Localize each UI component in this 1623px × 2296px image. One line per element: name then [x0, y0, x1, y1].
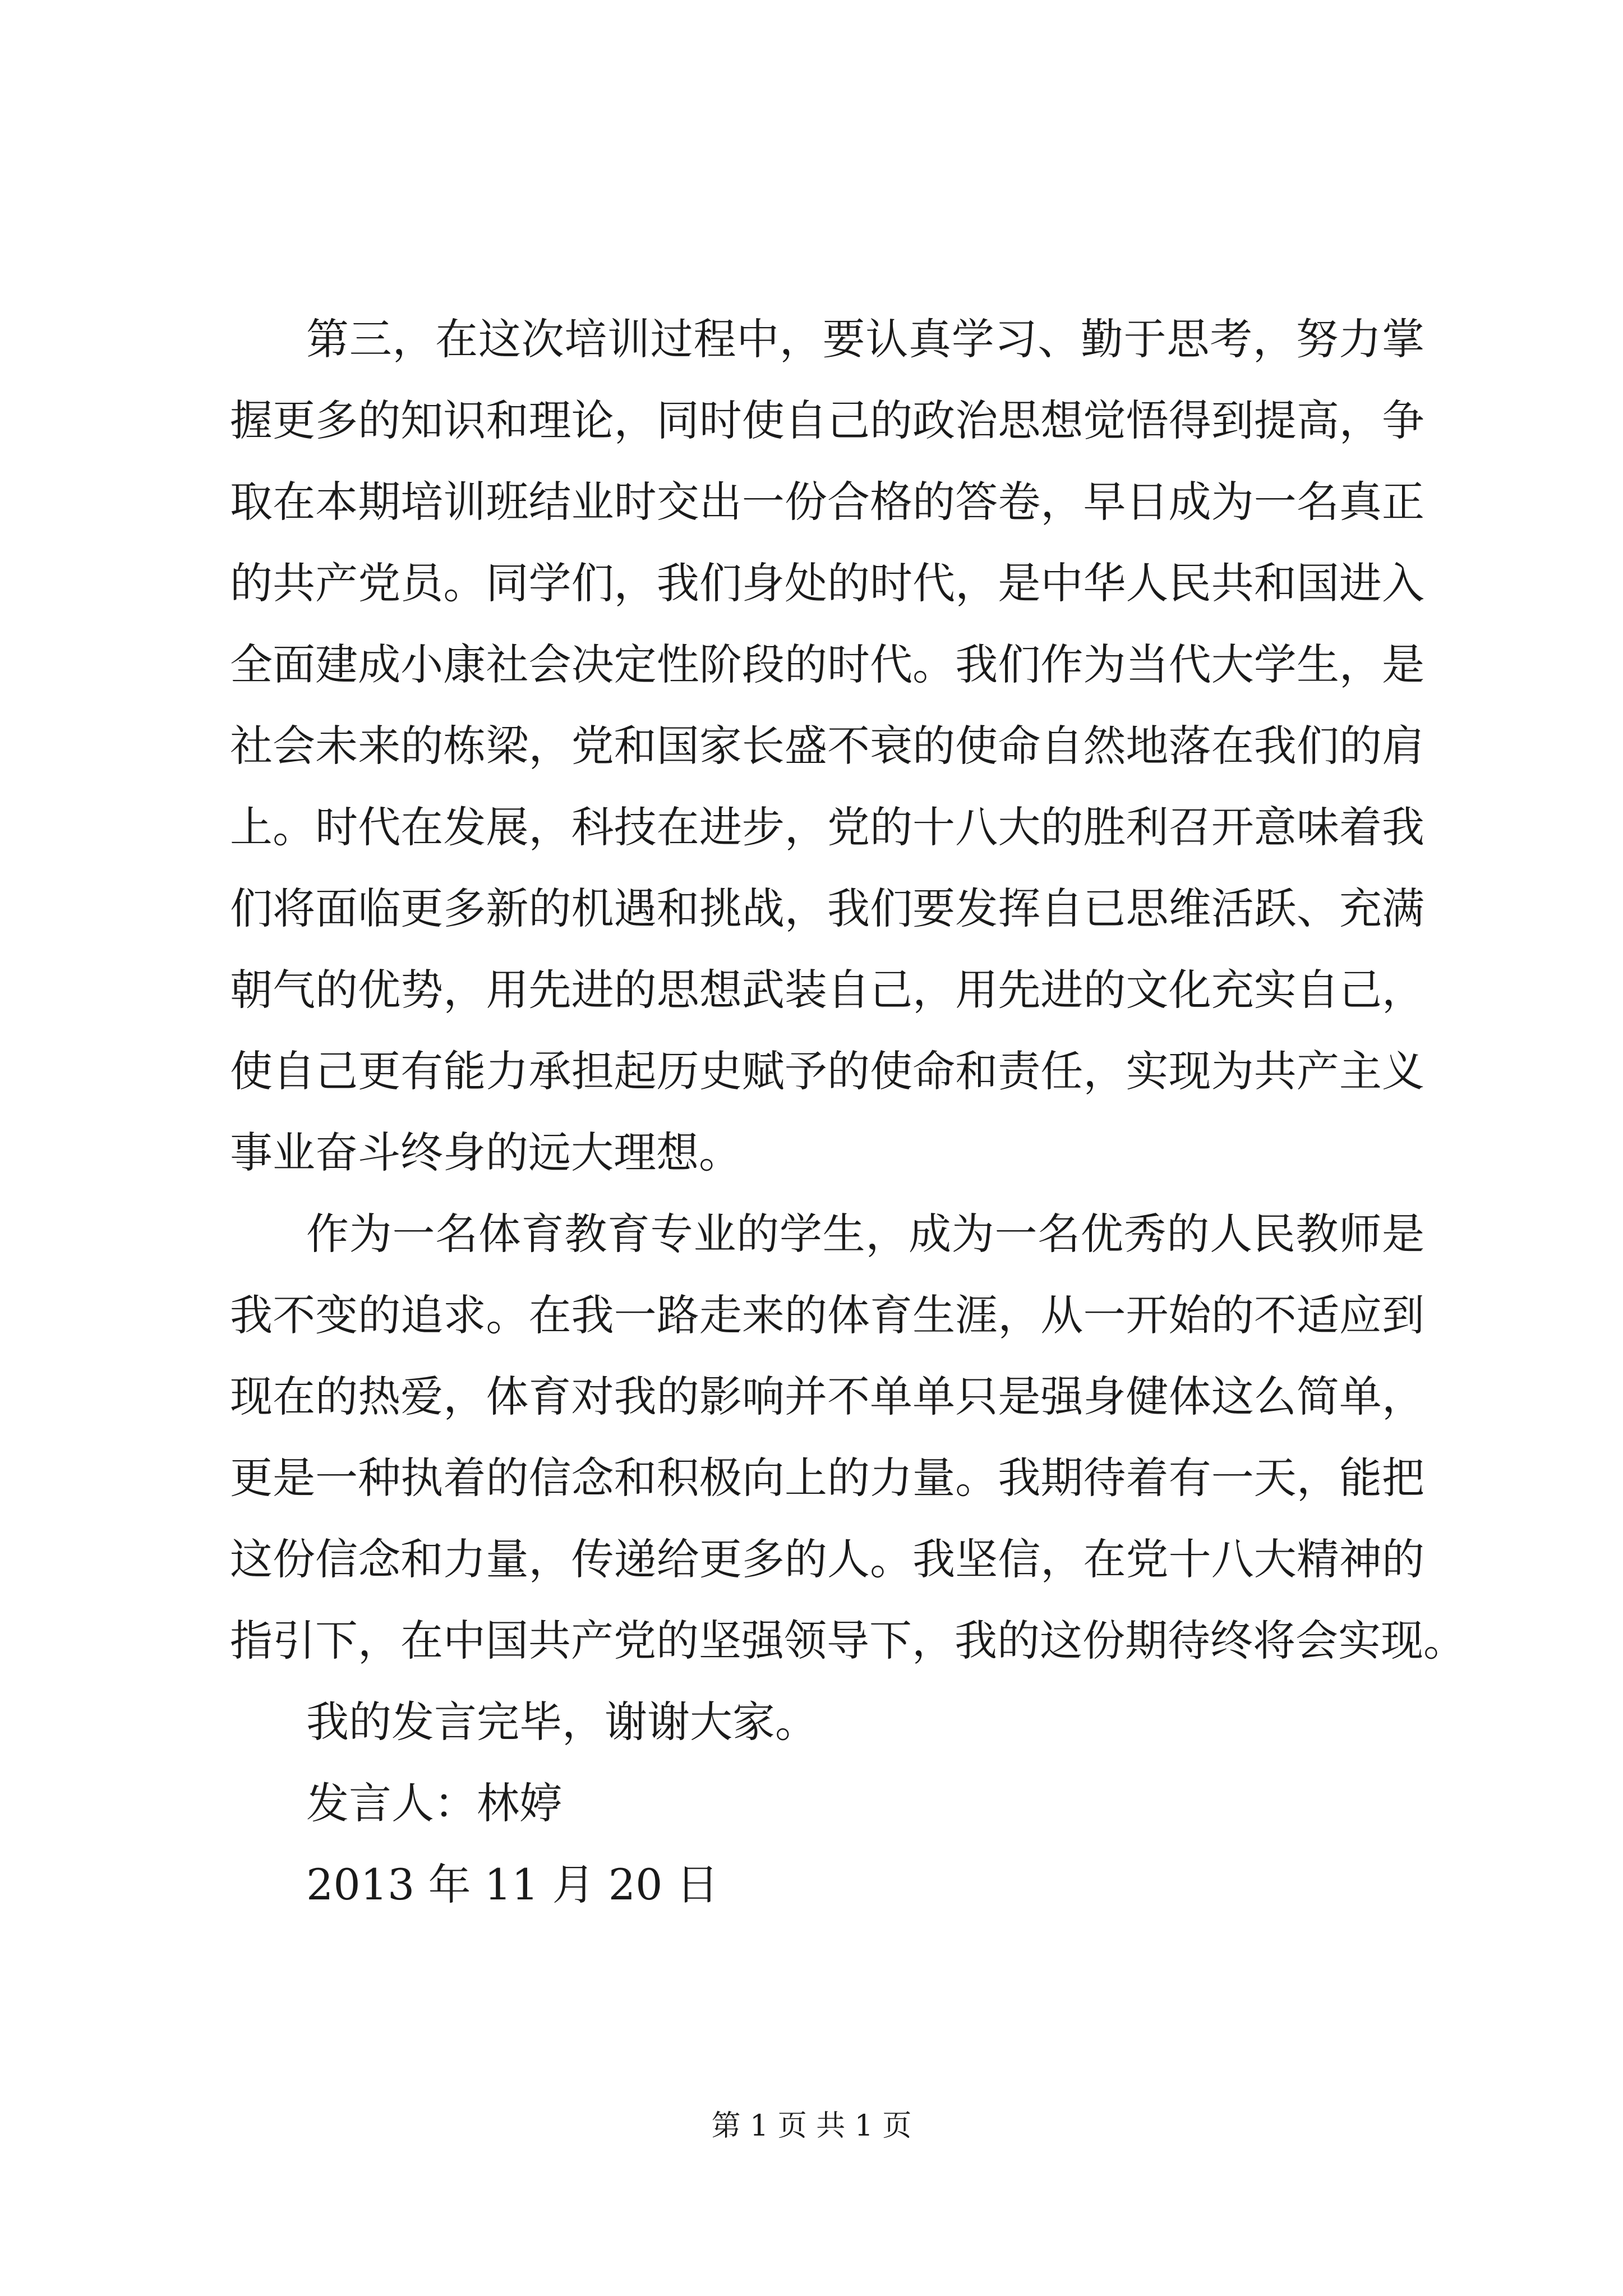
paragraph-1-line-5: 全面建成小康社会决定性阶段的时代。我们作为当代大学生，是	[230, 639, 1424, 689]
paragraph-1-line-8: 们将面临更多新的机遇和挑战，我们要发挥自已思维活跃、充满	[230, 884, 1424, 933]
paragraph-1-line-2: 握更多的知识和理论，同时使自己的政治思想觉悟得到提高，争	[230, 395, 1424, 445]
paragraph-2-line-2: 我不变的追求。在我一路走来的体育生涯，从一开始的不适应到	[230, 1290, 1424, 1340]
paragraph-2-line-5: 这份信念和力量，传递给更多的人。我坚信，在党十八大精神的	[230, 1534, 1424, 1584]
paragraph-2-line-4: 更是一种执着的信念和积极向上的力量。我期待着有一天，能把	[230, 1453, 1424, 1503]
paragraph-1-line-1: 第三，在这次培训过程中，要认真学习、勤于思考，努力掌	[306, 314, 1424, 364]
paragraph-1-line-10: 使自己更有能力承担起历史赋予的使命和责任，实现为共产主义	[230, 1046, 1424, 1096]
paragraph-1-line-7: 上。时代在发展，科技在进步，党的十八大的胜利召开意味着我	[230, 802, 1424, 852]
page-footer: 第 1 页 共 1 页	[711, 2109, 912, 2143]
paragraph-2-line-1: 作为一名体育教育专业的学生，成为一名优秀的人民教师是	[306, 1209, 1424, 1259]
paragraph-2-line-6: 指引下，在中国共产党的坚强领导下，我的这份期待终将会实现。	[230, 1616, 1466, 1665]
paragraph-1-line-4: 的共产党员。同学们，我们身处的时代，是中华人民共和国进入	[230, 558, 1424, 608]
paragraph-1-line-3: 取在本期培训班结业时交出一份合格的答卷，早日成为一名真正	[230, 477, 1424, 527]
paragraph-2-line-3: 现在的热爱，体育对我的影响并不单单只是强身健体这么简单，	[230, 1372, 1424, 1421]
paragraph-1-line-6: 社会未来的栋梁，党和国家长盛不衰的使命自然地落在我们的肩	[230, 721, 1424, 771]
speech-date: 2013 年 11 月 20 日	[306, 1860, 719, 1910]
speaker-signature: 发言人：林婷	[306, 1778, 562, 1828]
paragraph-1-line-9: 朝气的优势，用先进的思想武装自己，用先进的文化充实自己，	[230, 965, 1424, 1015]
paragraph-1-line-11: 事业奋斗终身的远大理想。	[230, 1128, 741, 1177]
closing-remark: 我的发言完毕，谢谢大家。	[306, 1697, 818, 1747]
